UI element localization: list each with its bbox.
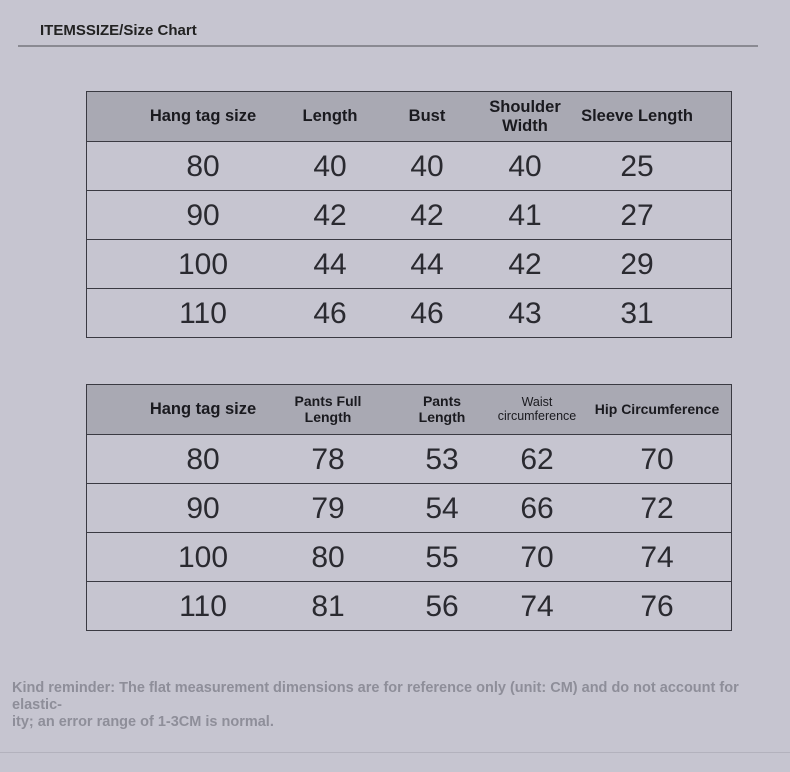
table-cell: 90 — [186, 491, 220, 525]
table-row — [87, 288, 731, 337]
column-header: Hang tag size — [149, 107, 257, 126]
table-cell: 56 — [425, 589, 459, 623]
bottom-divider — [0, 752, 790, 753]
column-header: Waist circumference — [497, 394, 577, 423]
table-cell: 74 — [640, 540, 674, 574]
table-cell: 43 — [508, 296, 542, 330]
table-header-row — [87, 92, 731, 141]
table-cell: 31 — [620, 296, 654, 330]
table-cell: 42 — [313, 198, 347, 232]
table-cell: 40 — [508, 149, 542, 183]
table-row — [87, 239, 731, 288]
table-cell: 54 — [425, 491, 459, 525]
table-cell: 80 — [186, 149, 220, 183]
table-cell: 55 — [425, 540, 459, 574]
table-cell: 40 — [313, 149, 347, 183]
bottom-size-table — [86, 384, 732, 631]
table-cell: 29 — [620, 247, 654, 281]
column-header: Shoulder Width — [489, 98, 561, 135]
table-cell: 66 — [520, 491, 554, 525]
table-row — [87, 581, 731, 630]
table-cell: 41 — [508, 198, 542, 232]
table-cell: 53 — [425, 442, 459, 476]
table-cell: 62 — [520, 442, 554, 476]
column-header: Pants Full Length — [294, 393, 362, 425]
table-cell: 80 — [311, 540, 345, 574]
header-divider — [18, 45, 758, 47]
footer-note-line2: ity; an error range of 1-3CM is normal. — [12, 714, 274, 730]
table-row — [87, 483, 731, 532]
table-cell: 74 — [520, 589, 554, 623]
table-cell: 70 — [520, 540, 554, 574]
table-cell: 40 — [410, 149, 444, 183]
table-cell: 44 — [410, 247, 444, 281]
table-cell: 81 — [311, 589, 345, 623]
table-cell: 110 — [179, 296, 227, 330]
table-cell: 42 — [410, 198, 444, 232]
table-cell: 100 — [177, 247, 229, 281]
column-header: Length — [302, 107, 358, 126]
table-cell: 76 — [640, 589, 674, 623]
table-row — [87, 190, 731, 239]
table-cell: 70 — [640, 442, 674, 476]
top-size-table — [86, 91, 732, 338]
table-cell: 80 — [186, 442, 220, 476]
table-cell: 25 — [620, 149, 654, 183]
table-cell: 79 — [311, 491, 345, 525]
table-row — [87, 532, 731, 581]
table-header-row — [87, 385, 731, 434]
column-header: Sleeve Length — [581, 107, 693, 126]
table-cell: 46 — [313, 296, 347, 330]
table-cell: 27 — [620, 198, 654, 232]
table-cell: 90 — [186, 198, 220, 232]
table-cell: 44 — [313, 247, 347, 281]
table-cell: 42 — [508, 247, 542, 281]
table-row — [87, 434, 731, 483]
page-title: ITEMSSIZE/Size Chart — [40, 22, 197, 39]
column-header: Hip Circumference — [594, 400, 720, 417]
column-header: Hang tag size — [149, 400, 257, 419]
footer-note — [12, 680, 782, 731]
table-cell: 72 — [640, 491, 674, 525]
table-cell: 100 — [177, 540, 229, 574]
table-cell: 78 — [311, 442, 345, 476]
table-cell: 110 — [179, 589, 227, 623]
table-cell: 46 — [410, 296, 444, 330]
footer-note-line1: Kind reminder: The flat measurement dimensions are for reference only (unit: CM) and do not account for elastic- — [12, 680, 739, 713]
table-row — [87, 141, 731, 190]
column-header: Bust — [408, 107, 446, 126]
column-header: Pants Length — [418, 393, 466, 425]
